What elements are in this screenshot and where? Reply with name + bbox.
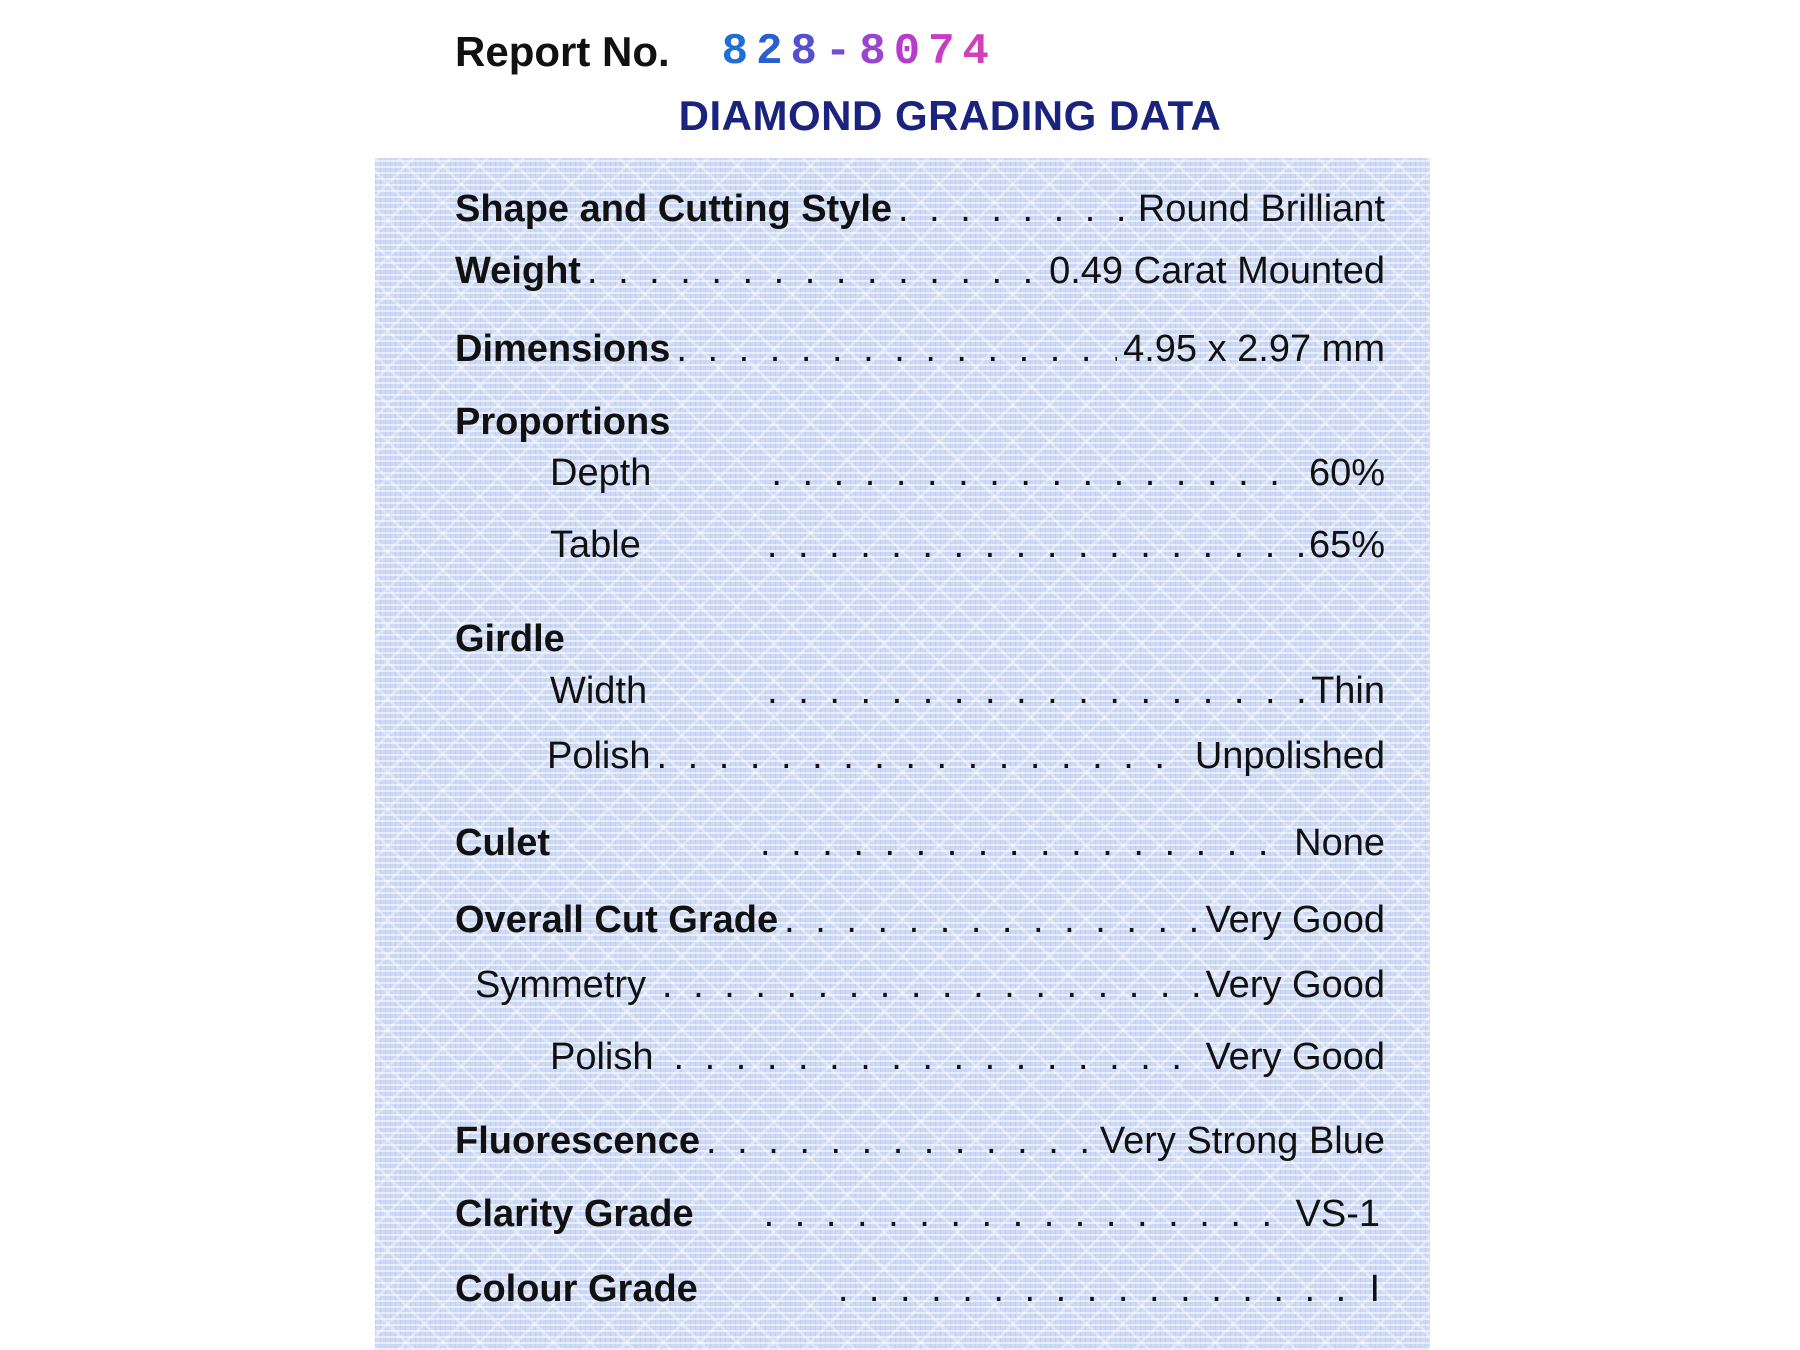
clarity-label: Clarity Grade xyxy=(455,1193,694,1235)
symmetry-value: Very Good xyxy=(1205,964,1385,1006)
colour-value: I xyxy=(1369,1268,1380,1310)
girdle-polish-value: Unpolished xyxy=(1194,735,1385,777)
leader-dots xyxy=(760,822,1288,865)
depth-label: Depth xyxy=(550,452,652,494)
culet-label: Culet xyxy=(455,822,550,864)
girdle-polish-label: Polish xyxy=(547,735,651,777)
depth-row xyxy=(455,452,1385,495)
clarity-value: VS-1 xyxy=(1295,1193,1380,1235)
leader-dots xyxy=(784,899,1199,942)
cut-grade-value: Very Good xyxy=(1205,899,1385,941)
girdle-width-label: Width xyxy=(550,670,648,712)
clarity-row xyxy=(455,1193,1385,1236)
leader-dots xyxy=(662,964,1199,1007)
leader-dots xyxy=(767,524,1303,567)
report-digit: 8 xyxy=(721,27,749,77)
fluorescence-value: Very Strong Blue xyxy=(1099,1120,1385,1162)
table-label: Table xyxy=(550,524,641,566)
colour-label: Colour Grade xyxy=(455,1268,698,1310)
polish-label: Polish xyxy=(550,1036,654,1078)
report-digit: 8 xyxy=(859,27,886,77)
leader-dots xyxy=(764,1193,1290,1236)
proportions-heading: Proportions xyxy=(455,401,671,443)
report-digit: - xyxy=(824,27,852,77)
report-digit: 0 xyxy=(893,27,921,77)
leader-dots xyxy=(706,1120,1094,1163)
dimensions-label: Dimensions xyxy=(455,328,671,370)
shape-label: Shape and Cutting Style xyxy=(455,188,893,230)
grading-data-panel xyxy=(375,158,1430,1350)
leader-dots xyxy=(674,1036,1200,1079)
report-number-line xyxy=(455,22,997,82)
table-value: 65% xyxy=(1308,524,1385,566)
weight-row xyxy=(455,250,1385,293)
leader-dots xyxy=(767,670,1305,713)
weight-value: 0.49 Carat Mounted xyxy=(1049,250,1385,292)
report-digit: 2 xyxy=(756,27,783,77)
culet-value: None xyxy=(1294,822,1385,864)
depth-value: 60% xyxy=(1308,452,1385,494)
dimensions-value: 4.95 x 2.97 mm xyxy=(1123,328,1385,370)
report-digit: 4 xyxy=(962,27,989,77)
culet-row xyxy=(455,822,1385,865)
cut-grade-label: Overall Cut Grade xyxy=(455,899,779,941)
leader-dots xyxy=(587,250,1043,293)
weight-label: Weight xyxy=(455,250,581,292)
leader-dots xyxy=(898,188,1132,231)
polish-row xyxy=(455,1036,1385,1079)
leader-dots xyxy=(657,735,1189,778)
report-number-label: Report No. xyxy=(455,28,670,75)
leader-dots xyxy=(676,328,1117,371)
shape-row xyxy=(455,188,1385,231)
symmetry-label: Symmetry xyxy=(475,964,646,1006)
leader-dots xyxy=(771,452,1303,495)
polish-value: Very Good xyxy=(1205,1036,1385,1078)
cut-grade-row xyxy=(455,899,1385,942)
shape-value: Round Brilliant xyxy=(1137,188,1385,230)
girdle-polish-row xyxy=(455,735,1385,778)
girdle-width-row xyxy=(455,670,1385,713)
girdle-heading: Girdle xyxy=(455,618,565,660)
symmetry-row xyxy=(455,964,1385,1007)
fluorescence-label: Fluorescence xyxy=(455,1120,700,1162)
report-digit: 7 xyxy=(928,27,955,77)
document-title: DIAMOND GRADING DATA xyxy=(678,92,1222,139)
report-digit: 8 xyxy=(790,27,817,77)
table-row xyxy=(455,524,1385,567)
girdle-width-value: Thin xyxy=(1311,670,1385,712)
fluorescence-row xyxy=(455,1120,1385,1163)
leader-dots xyxy=(838,1268,1364,1311)
report-number-value xyxy=(722,27,997,77)
dimensions-row xyxy=(455,328,1385,371)
colour-row xyxy=(455,1268,1385,1311)
